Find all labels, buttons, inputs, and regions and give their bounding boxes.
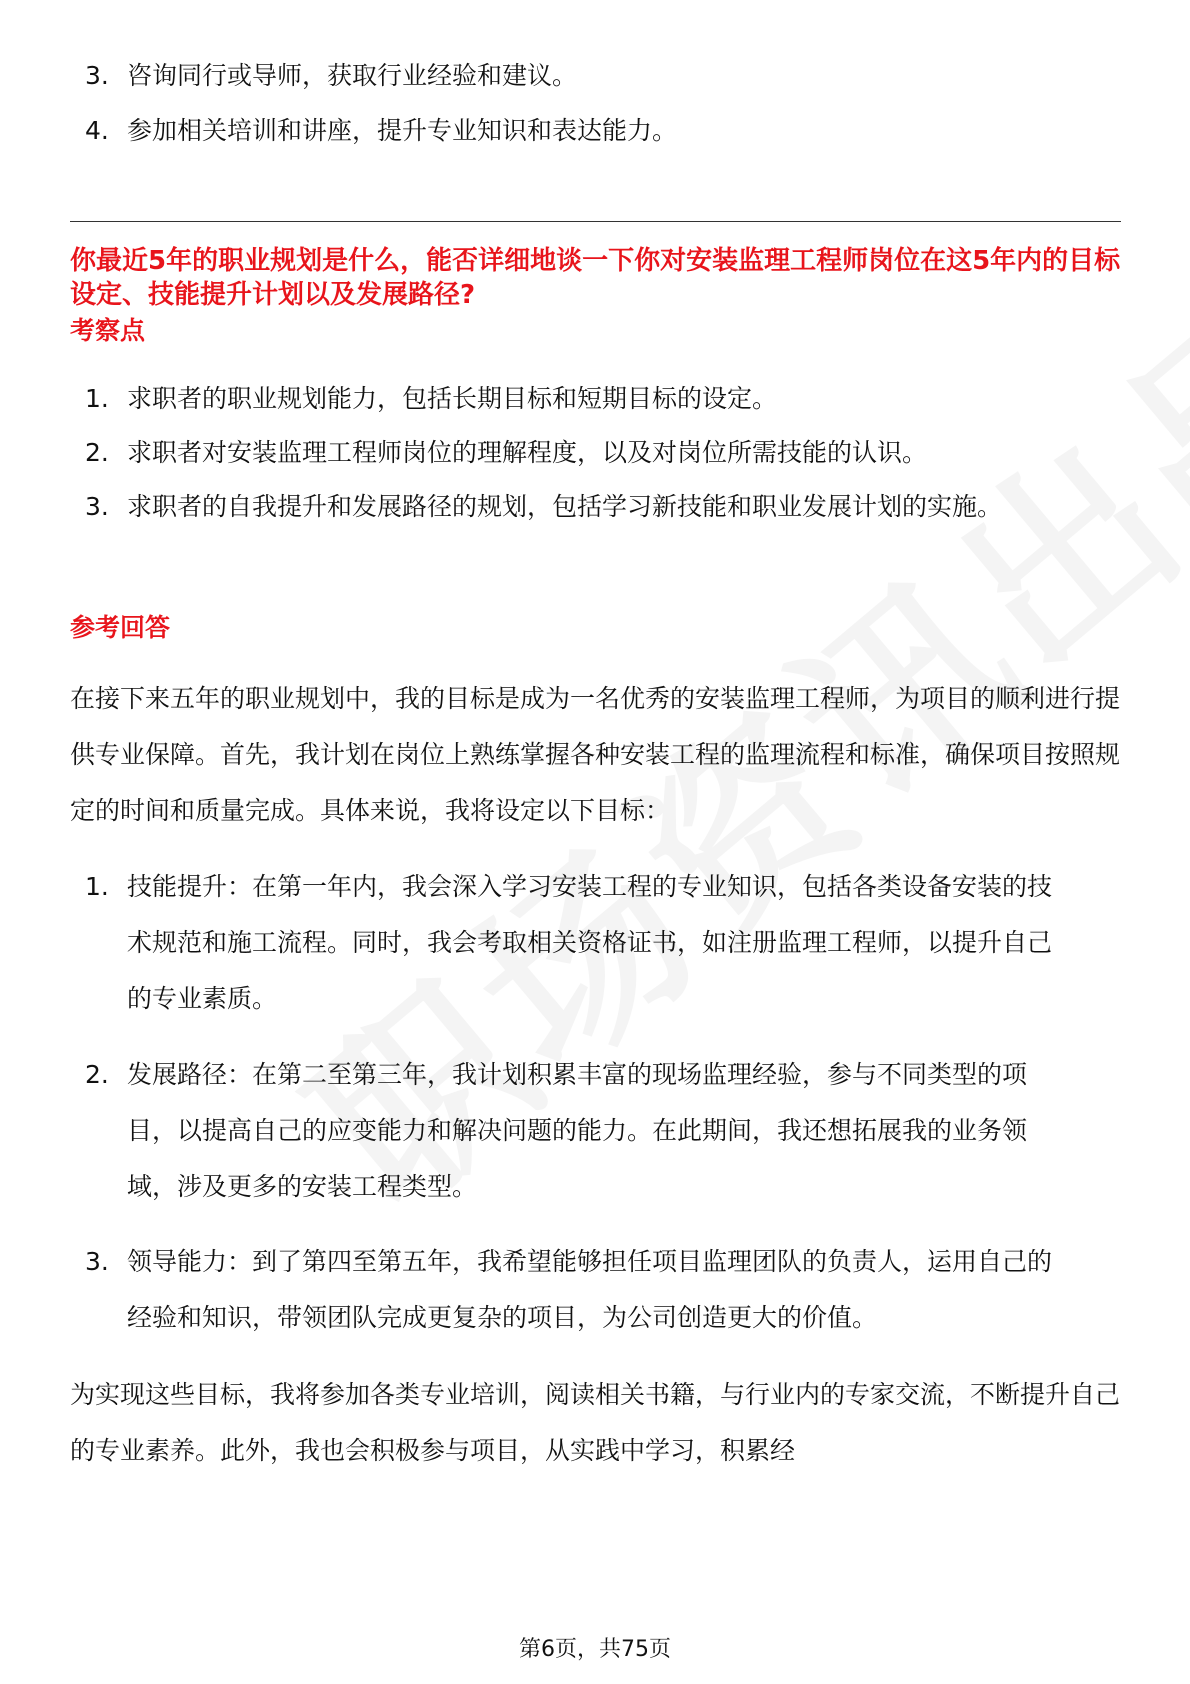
list-item (85, 103, 1110, 159)
list-number: 1. (85, 384, 109, 413)
list-number: 4. (85, 116, 109, 145)
answer-title: 参考回答 (70, 613, 171, 642)
list-item (85, 479, 1110, 535)
list-number: 3. (85, 1247, 109, 1276)
list-item (85, 1047, 1110, 1215)
list-item (85, 425, 1110, 481)
list-text: 参加相关培训和讲座，提升专业知识和表达能力。 (127, 116, 678, 145)
list-number: 2. (85, 1060, 109, 1089)
list-item (85, 1234, 1110, 1346)
answer-intro: 在接下来五年的职业规划中，我的目标是成为一名优秀的安装监理工程师，为项目的顺利进行提供专业保障。首先，我计划在岗位上熟练掌握各种安装工程的监理流程和标准，确保项目按照规定的时间和质量完成。具体来说，我将设定以下目标： (70, 684, 1121, 825)
list-text: 技能提升：在第一年内，我会深入学习安装工程的专业知识，包括各类设备安装的技术规范和施工流程。同时，我会考取相关资格证书，如注册监理工程师，以提升自己的专业素质。 (127, 872, 1053, 1013)
section-divider (70, 221, 1121, 222)
list-number: 2. (85, 438, 109, 467)
list-item (85, 859, 1110, 1027)
list-text: 发展路径：在第二至第三年，我计划积累丰富的现场监理经验，参与不同类型的项目，以提高自己的应变能力和解决问题的能力。在此期间，我还想拓展我的业务领域，涉及更多的安装工程类型。 (127, 1060, 1028, 1201)
question-heading: 你最近5年的职业规划是什么，能否详细地谈一下你对安装监理工程师岗位在这5年内的目标设定、技能提升计划以及发展路径? (70, 246, 1121, 310)
answer-closing: 为实现这些目标，我将参加各类专业培训，阅读相关书籍，与行业内的专家交流，不断提升自己的专业素养。此外，我也会积极参与项目，从实践中学习，积累经 (70, 1380, 1121, 1465)
list-text: 求职者的职业规划能力，包括长期目标和短期目标的设定。 (127, 384, 778, 413)
list-text: 领导能力：到了第四至第五年，我希望能够担任项目监理团队的负责人，运用自己的经验和知识，带领团队完成更复杂的项目，为公司创造更大的价值。 (127, 1247, 1053, 1332)
list-number: 3. (85, 61, 109, 90)
list-text: 求职者的自我提升和发展路径的规划，包括学习新技能和职业发展计划的实施。 (127, 492, 1003, 521)
kaochadian-title: 考察点 (70, 316, 146, 345)
list-number: 1. (85, 872, 109, 901)
list-text: 咨询同行或导师，获取行业经验和建议。 (127, 61, 578, 90)
list-number: 3. (85, 492, 109, 521)
list-item (85, 371, 1110, 427)
page-number: 第6页，共75页 (519, 1637, 671, 1662)
list-text: 求职者对安装监理工程师岗位的理解程度，以及对岗位所需技能的认识。 (127, 438, 928, 467)
list-item (85, 48, 1110, 104)
